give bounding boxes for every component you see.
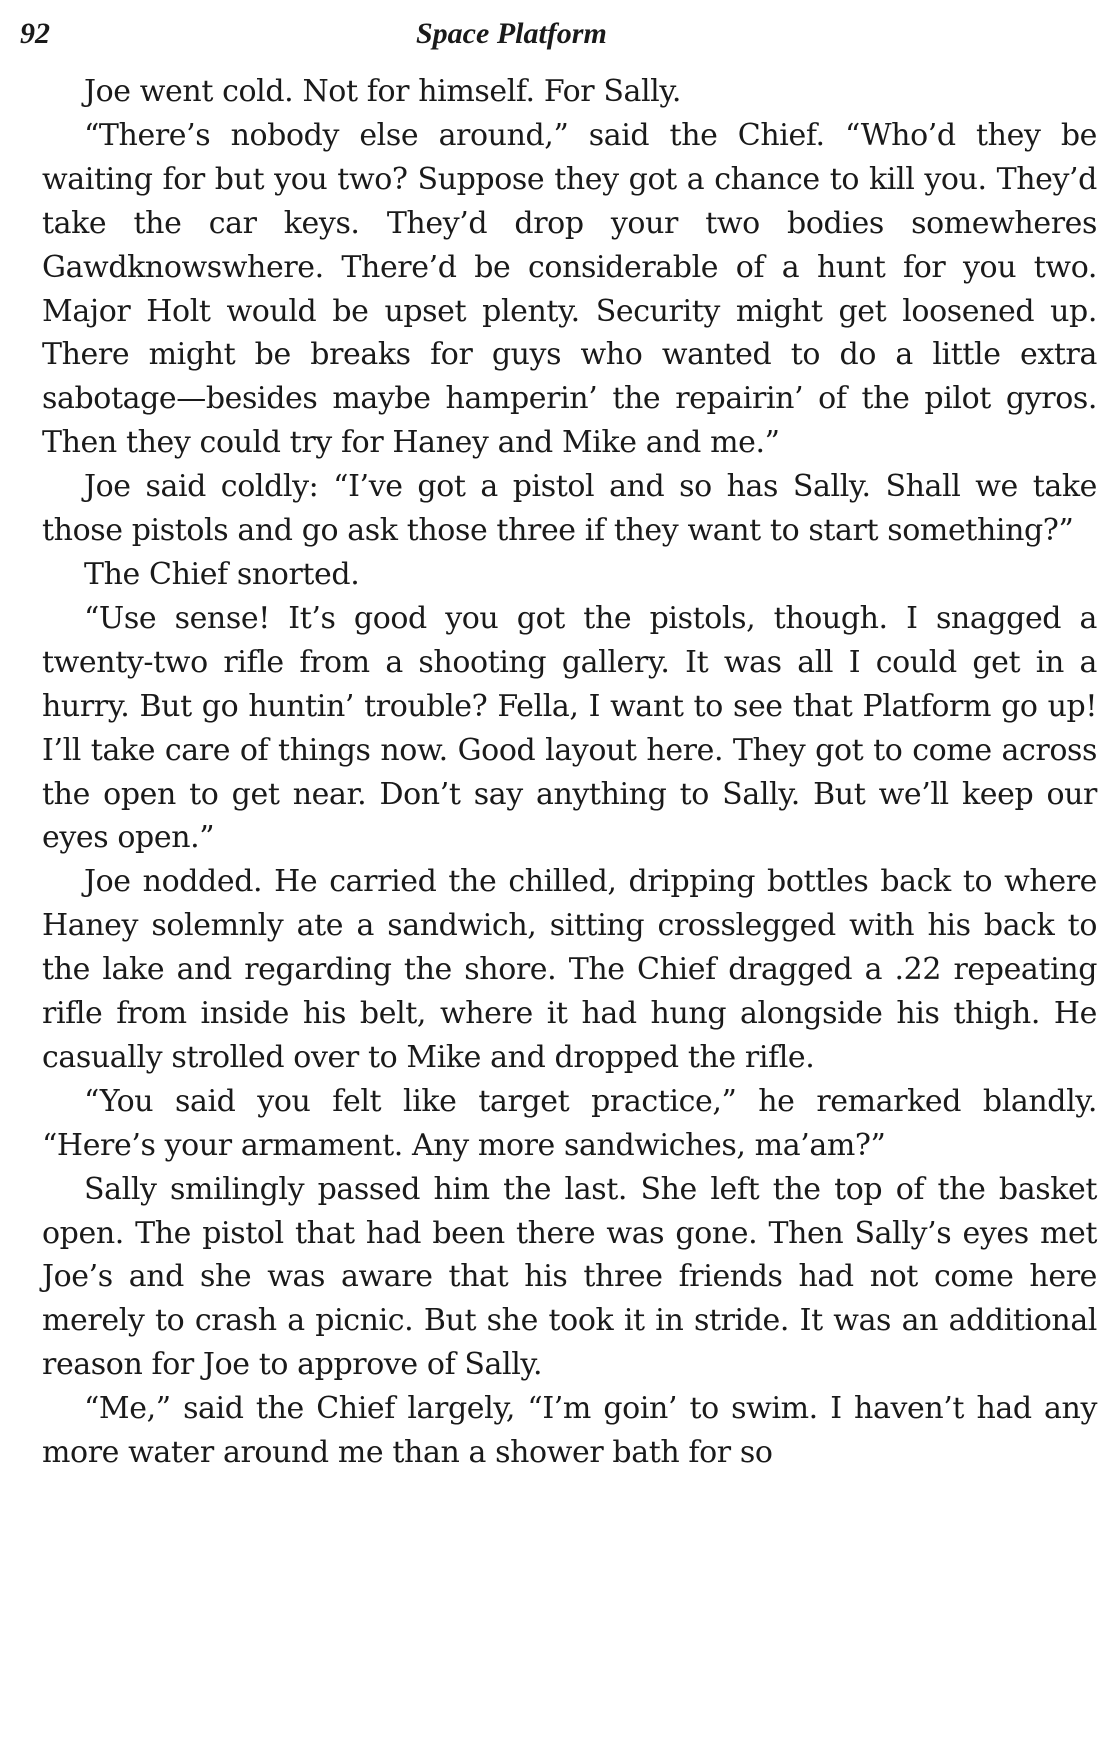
running-title: Space Platform [416, 17, 607, 50]
paragraph: “Use sense! It’s good you got the pistols, though. I snagged a twenty-two rifle from a shooting gallery. It was all I could get in a hurry. But go huntin’ trouble? Fella, I want to see that Platform go up! I’ll take care of things now. Good layout here. They got to come across the open to get near. Don’t say anything to Sally. But we’ll keep our eyes open.” [42, 600, 1097, 856]
paragraph: “Me,” said the Chief largely, “I’m goin’ to swim. I haven’t had any more water around me than a shower bath for so [42, 1391, 1097, 1471]
paragraph: Joe nodded. He carried the chilled, dripping bottles back to where Haney solemnly ate a sandwich, sitting crosslegged with his back to the lake and regarding the shore. The Chief dragged a .22 repeating rifle from inside his belt, where it had hung alongside his thigh. He casually strolled over to Mike and dropped the rifle. [42, 864, 1097, 1075]
page-number: 92 [20, 17, 50, 50]
paragraph: Joe went cold. Not for himself. For Sally. [84, 74, 682, 109]
paragraph: Sally smilingly passed him the last. She left the top of the basket open. The pistol that had been there was gone. Then Sally’s eyes met Joe’s and she was aware that his three friends had not come here merely to crash a picnic. But she took it in stride. It was an additional reason for Joe to approve of Sally. [42, 1171, 1097, 1383]
paragraph: “You said you felt like target practice,” he remarked blandly. “Here’s your armament. Any more sandwiches, ma’am?” [42, 1083, 1097, 1163]
paragraph: The Chief snorted. [84, 556, 360, 592]
paragraph: Joe said coldly: “I’ve got a pistol and so has Sally. Shall we take those pistols and go ask those three if they want to start something?” [42, 469, 1097, 549]
body-text [42, 70, 1097, 1475]
paragraph: “There’s nobody else around,” said the Chief. “Who’d they be waiting for but you two? Suppose they got a chance to kill you. They’d take the car keys. They’d drop your two bodies somewheres Gawdknowswhere. There’d be considerable of a hunt for you two. Major Holt would be upset plenty. Security might get loosened up. There might be breaks for guys who wanted to do a little extra sabotage—besides maybe hamperin’ the repairin’ of the pilot gyros. Then they could try for Haney and Mike and me.” [42, 117, 1097, 461]
running-head [20, 14, 1095, 64]
